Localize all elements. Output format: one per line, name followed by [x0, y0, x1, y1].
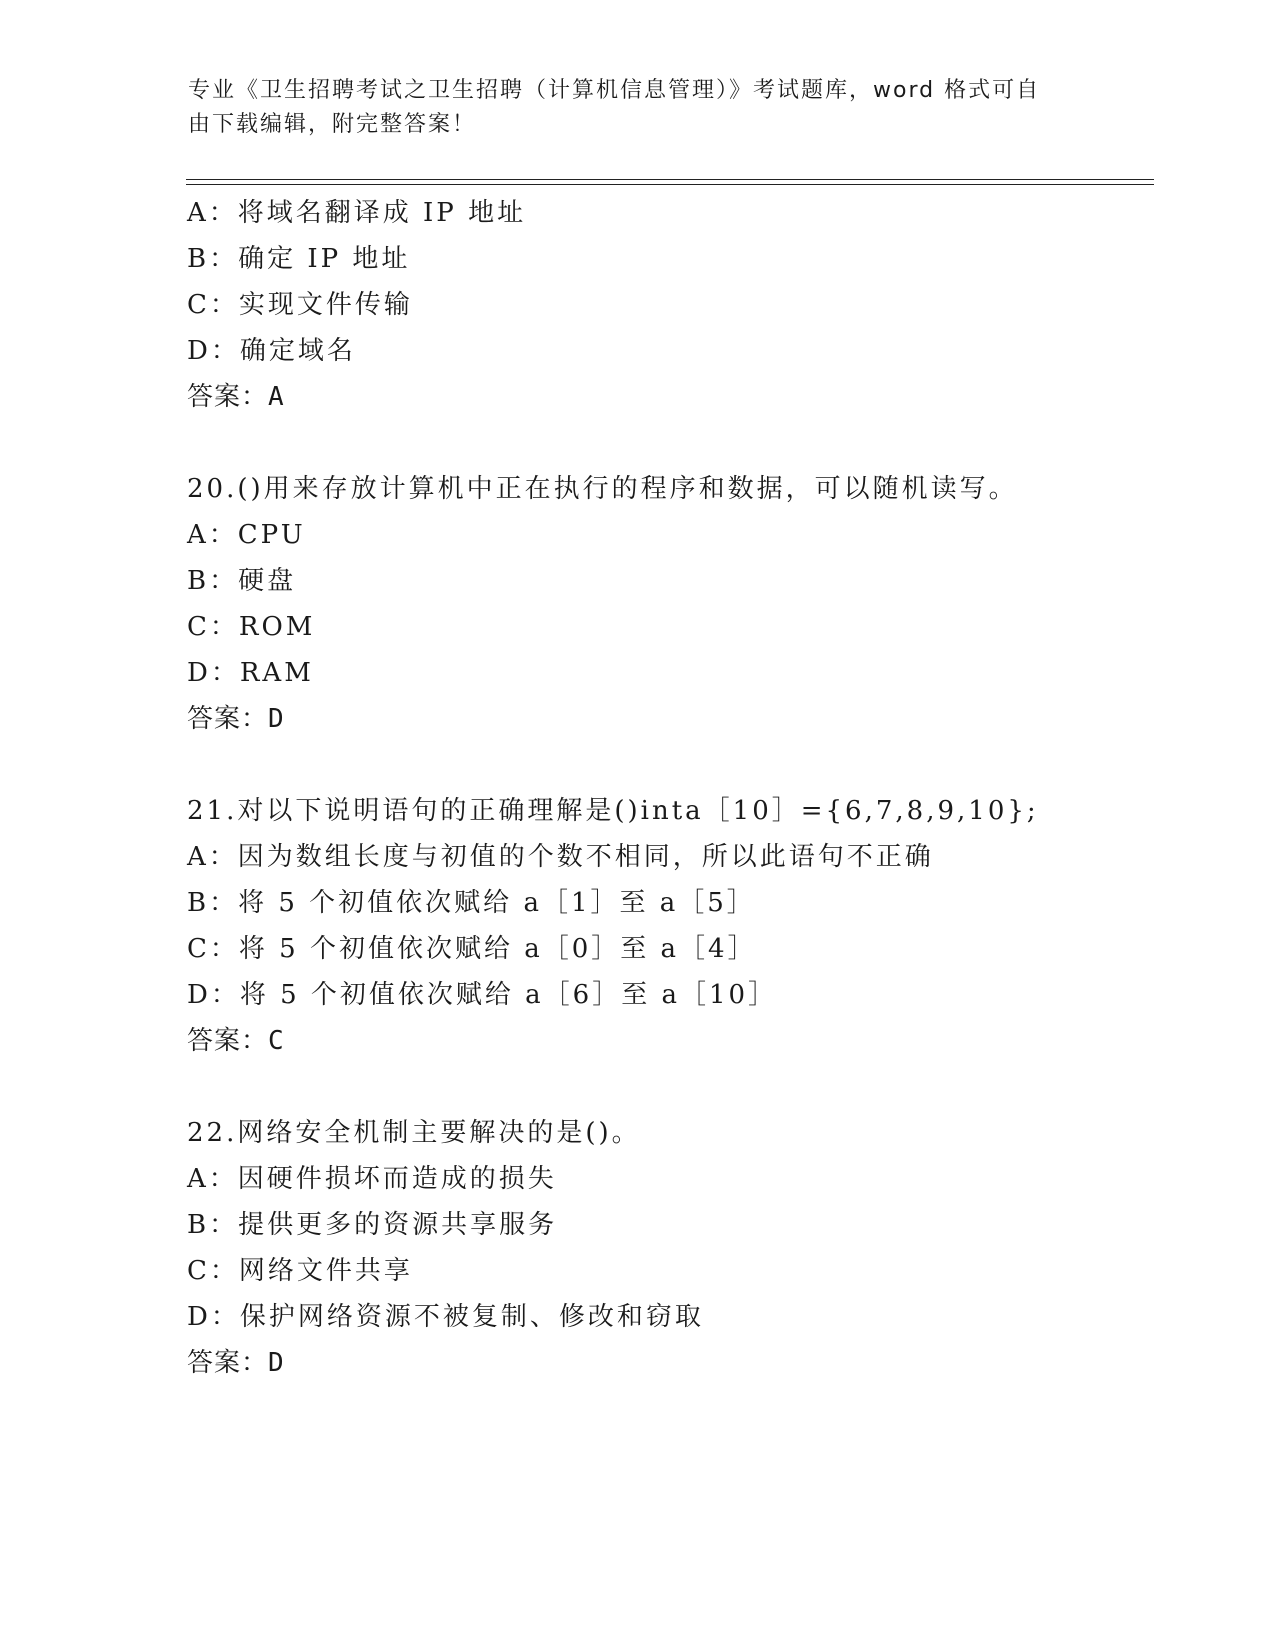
answer: 答案：C — [187, 1026, 285, 1056]
question-21 — [187, 788, 1167, 1064]
option-b: B：确定 IP 地址 — [187, 244, 411, 274]
option-a: A：因为数组长度与初值的个数不相同，所以此语句不正确 — [187, 842, 934, 872]
spacer — [187, 420, 1167, 466]
question-stem: 20.()用来存放计算机中正在执行的程序和数据，可以随机读写。 — [187, 474, 1018, 504]
answer: 答案：D — [187, 704, 285, 734]
header-divider-top — [186, 179, 1154, 180]
question-22 — [187, 1110, 1167, 1386]
option-a: A：将域名翻译成 IP 地址 — [187, 198, 527, 228]
option-a: A：CPU — [187, 520, 306, 550]
question-20 — [187, 466, 1167, 742]
header-line-2: 由下载编辑，附完整答案！ — [188, 112, 477, 137]
option-c: C：ROM — [187, 612, 316, 642]
option-c: C：实现文件传输 — [187, 290, 413, 320]
spacer — [187, 742, 1167, 788]
question-19 — [187, 190, 1167, 420]
question-stem: 21.对以下说明语句的正确理解是()inta［10］={6,7,8,9,10}; — [187, 796, 1039, 826]
question-list — [187, 190, 1167, 1386]
option-d: D：RAM — [187, 658, 314, 688]
option-b: B：硬盘 — [187, 566, 297, 596]
header-divider-bottom — [186, 184, 1154, 185]
option-c: C：网络文件共享 — [187, 1256, 413, 1286]
option-d: D：确定域名 — [187, 336, 356, 366]
option-b: B：将 5 个初值依次赋给 a［1］至 a［5］ — [187, 888, 756, 918]
option-b: B：提供更多的资源共享服务 — [187, 1210, 558, 1240]
answer: 答案：D — [187, 1348, 285, 1378]
answer: 答案：A — [187, 382, 285, 412]
spacer — [187, 1064, 1167, 1110]
document-header — [188, 74, 1068, 142]
option-c: C：将 5 个初值依次赋给 a［0］至 a［4］ — [187, 934, 757, 964]
option-d: D：保护网络资源不被复制、修改和窃取 — [187, 1302, 704, 1332]
option-d: D：将 5 个初值依次赋给 a［6］至 a［10］ — [187, 980, 778, 1010]
option-a: A：因硬件损坏而造成的损失 — [187, 1164, 557, 1194]
header-line-1: 专业《卫生招聘考试之卫生招聘（计算机信息管理）》考试题库，word 格式可自 — [188, 78, 1041, 103]
question-stem: 22.网络安全机制主要解决的是()。 — [187, 1118, 641, 1148]
